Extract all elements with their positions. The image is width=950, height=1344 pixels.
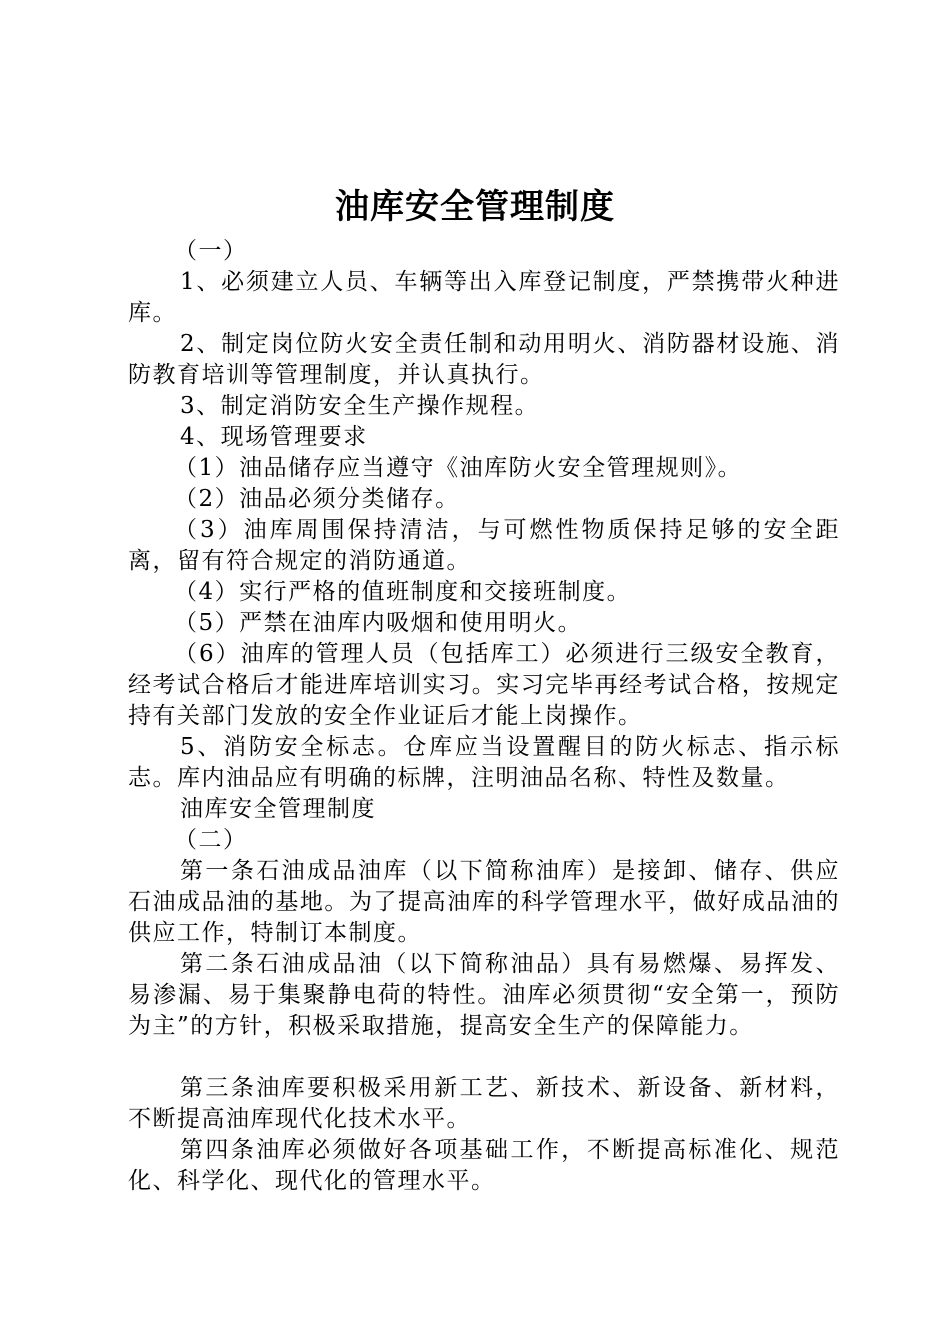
paragraph: 第三条油库要积极采用新工艺、新技术、新设备、新材料，不断提高油库现代化技术水平。 (128, 1075, 840, 1132)
paragraph: 3、制定消防安全生产操作规程。 (180, 393, 540, 419)
paragraph: （4）实行严格的值班制度和交接班制度。 (174, 579, 632, 605)
paragraph: 第二条石油成品油（以下简称油品）具有易燃爆、易挥发、易渗漏、易于集聚静电荷的特性。油库必须贯彻“安全第一，预防为主”的方针，积极采取措施，提高安全生产的保障能力。 (128, 951, 840, 1039)
paragraph: 第四条油库必须做好各项基础工作，不断提高标准化、规范化、科学化、现代化的管理水平。 (128, 1137, 840, 1194)
paragraph: （一） (174, 238, 248, 264)
paragraph: 第一条石油成品油库（以下简称油库）是接卸、储存、供应石油成品油的基地。为了提高油库的科学管理水平，做好成品油的供应工作，特制订本制度。 (128, 858, 840, 946)
paragraph: （3）油库周围保持清洁，与可燃性物质保持足够的安全距离，留有符合规定的消防通道。 (128, 517, 840, 574)
paragraph: 5、消防安全标志。仓库应当设置醒目的防火标志、指示标志。库内油品应有明确的标牌，注明油品名称、特性及数量。 (128, 734, 840, 791)
paragraph: （6）油库的管理人员（包括库工）必须进行三级安全教育，经考试合格后才能进库培训实习。实习完毕再经考试合格，按规定持有关部门发放的安全作业证后才能上岗操作。 (128, 641, 840, 729)
paragraph: 4、现场管理要求 (180, 424, 368, 450)
paragraph: （5）严禁在油库内吸烟和使用明火。 (174, 610, 583, 636)
paragraph: 1、必须建立人员、车辆等出入库登记制度，严禁携带火种进库。 (128, 269, 840, 326)
paragraph: 油库安全管理制度 (180, 796, 376, 822)
blank-line (128, 1042, 840, 1073)
document-body (128, 236, 840, 1197)
paragraph: （二） (174, 827, 248, 853)
paragraph: （1）油品储存应当遵守《油库防火安全管理规则》。 (174, 455, 743, 481)
document-title: 油库安全管理制度 (335, 187, 615, 227)
paragraph: （2）油品必须分类储存。 (174, 486, 460, 512)
paragraph: 2、制定岗位防火安全责任制和动用明火、消防器材设施、消防教育培训等管理制度，并认真执行。 (128, 331, 840, 388)
